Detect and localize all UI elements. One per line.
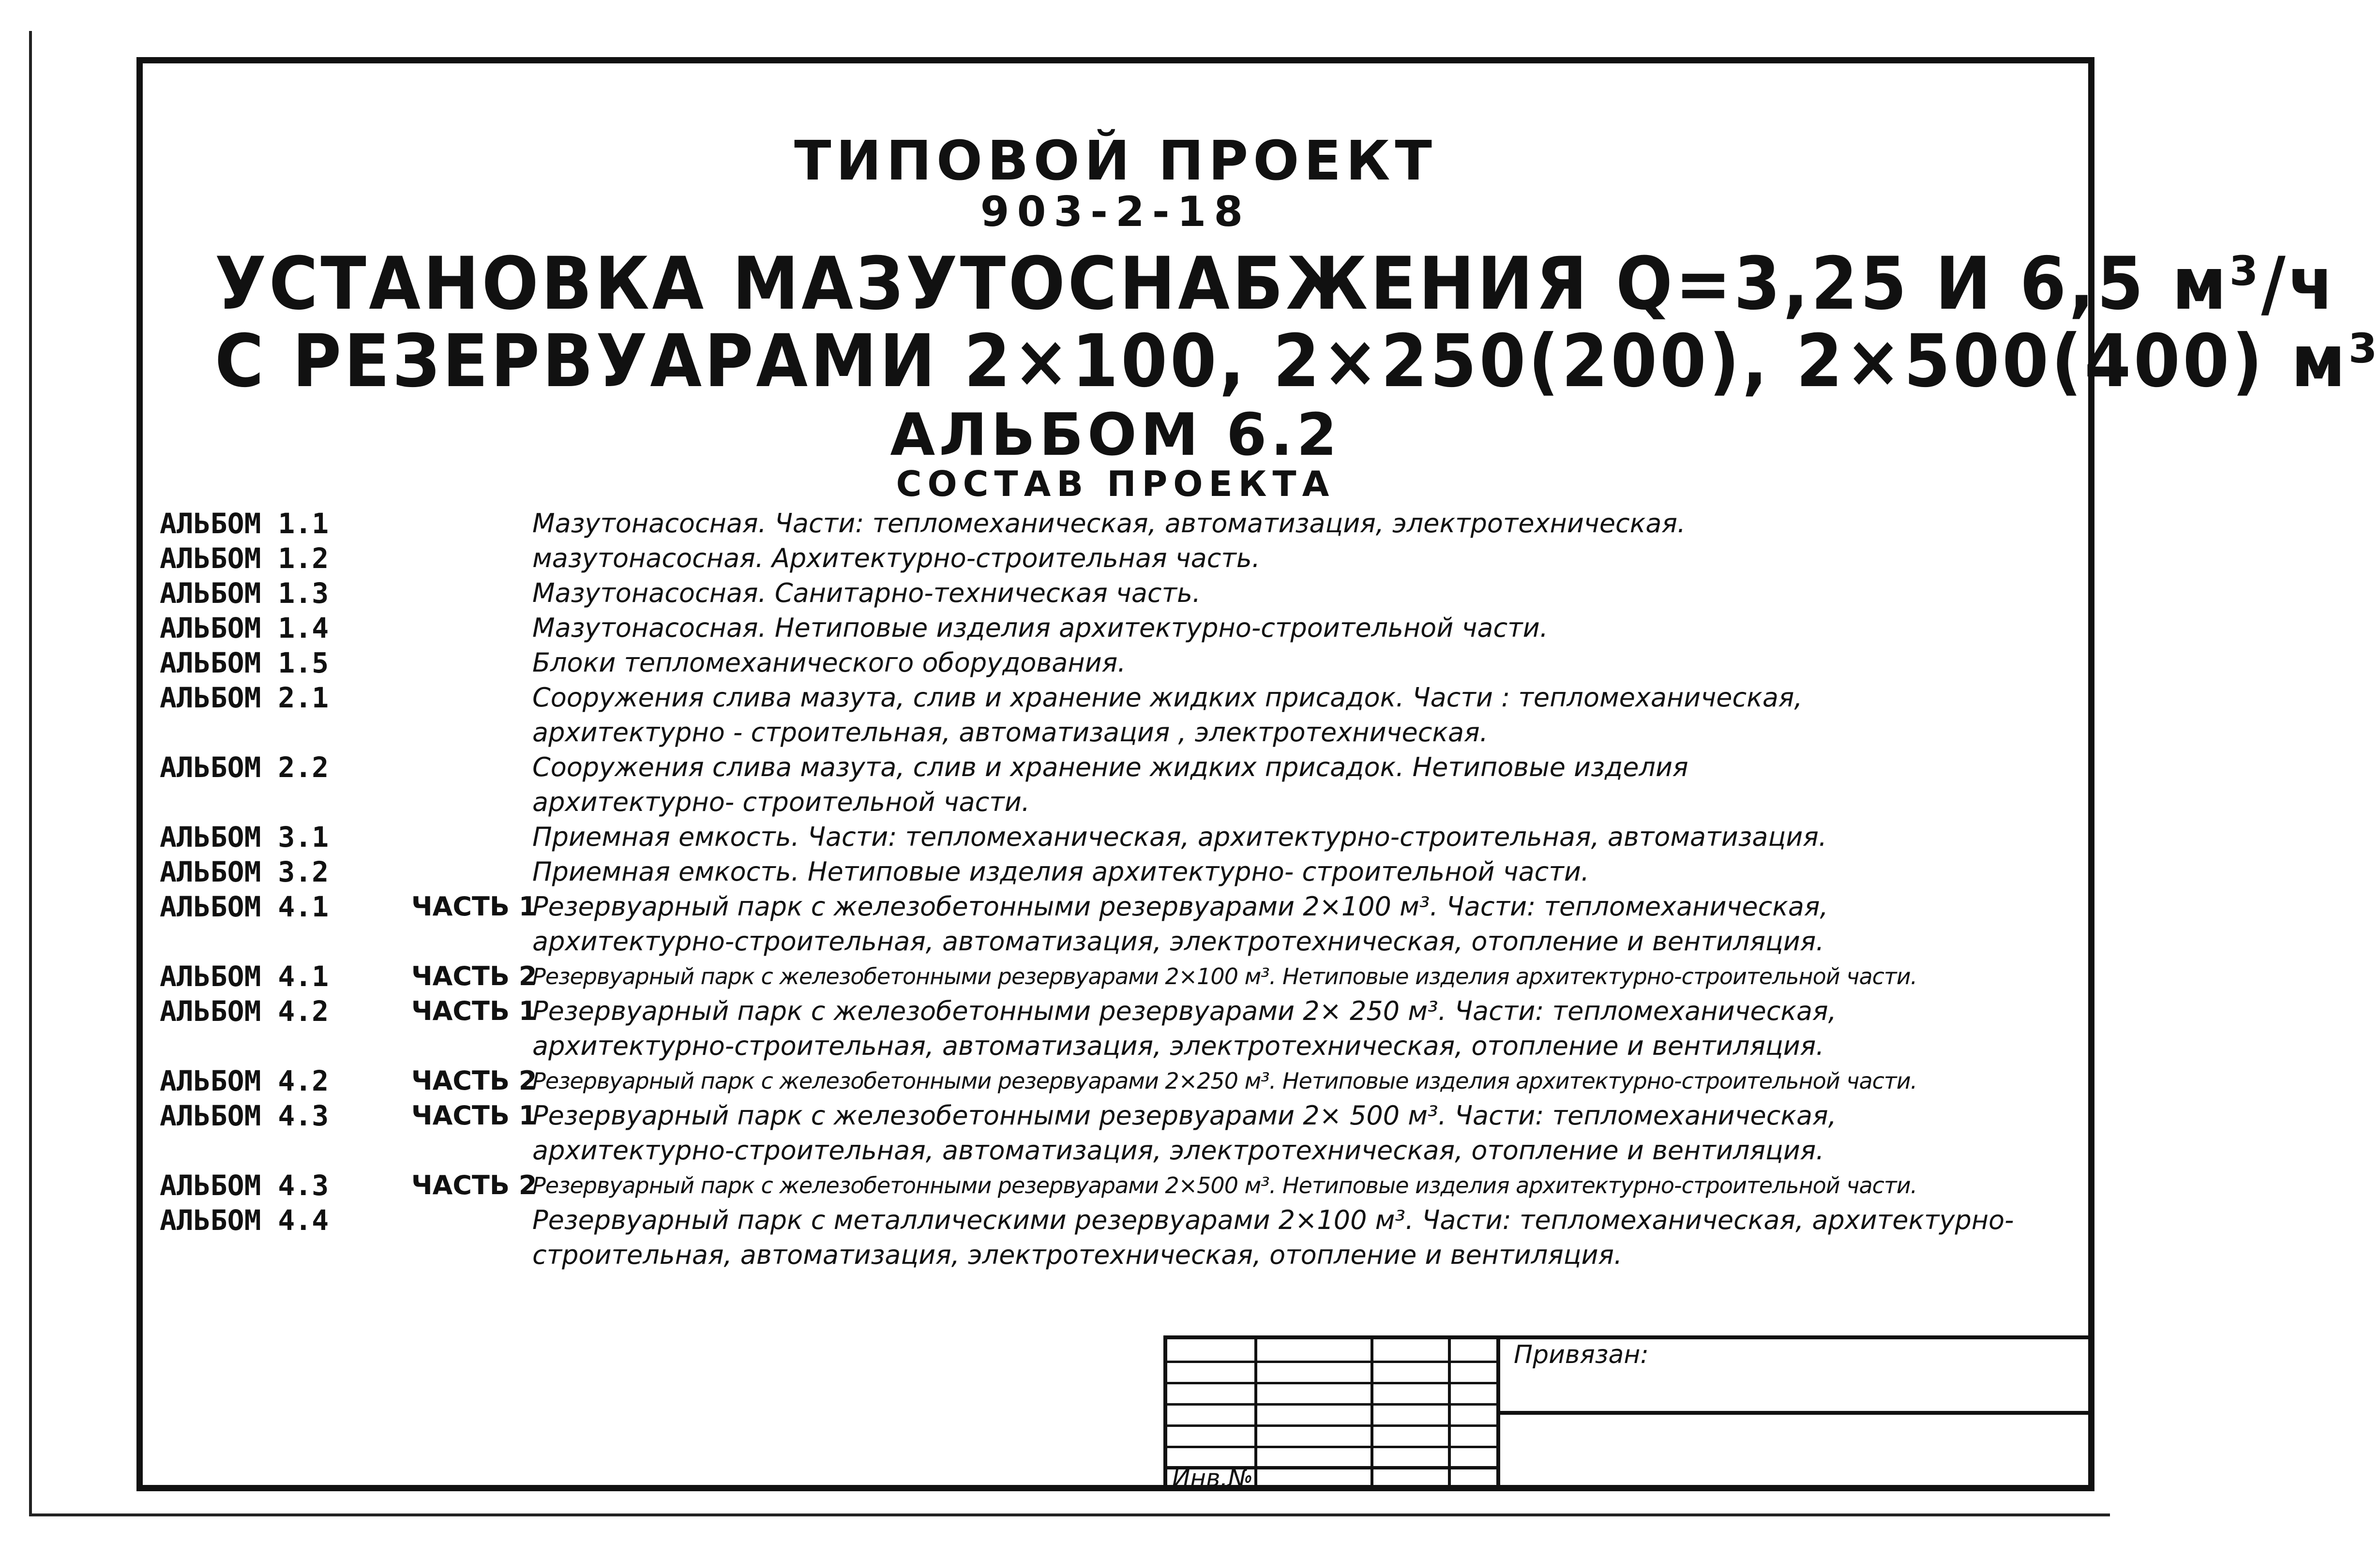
inventory-number-label: Инв.№ xyxy=(1172,1464,1253,1492)
album-description xyxy=(532,680,2091,750)
album-description xyxy=(532,994,2091,1064)
album-number: АЛЬБОМ 2.1 xyxy=(160,681,329,714)
album-number: АЛЬБОМ 4.1 xyxy=(160,890,329,923)
title-block-hline xyxy=(1496,1411,2094,1415)
album-description xyxy=(532,645,2091,680)
description-line: Резервуарный парк с железобетонными резервуарами 2× 500 м³. Части: тепломеханическая, xyxy=(532,1100,1837,1131)
description-line: архитектурно- строительной части. xyxy=(532,787,1030,817)
list-item xyxy=(160,611,2091,645)
list-item xyxy=(160,541,2091,576)
album-description xyxy=(532,1203,2091,1273)
description-line: Резервуарный парк с металлическими резервуарами 2×100 м³. Части: тепломеханическая, архитектурно- xyxy=(532,1205,2014,1235)
title-block-hline xyxy=(1167,1446,1496,1448)
description-line: строительная, автоматизация, электротехническая, отопление и вентиляция. xyxy=(532,1240,1623,1270)
part-number: ЧАСТЬ 1 xyxy=(411,891,537,922)
album-number: АЛЬБОМ 4.3 xyxy=(160,1169,329,1202)
list-item xyxy=(160,750,2091,820)
album-description xyxy=(532,611,2091,645)
album-description xyxy=(532,820,2091,854)
title-block-hline xyxy=(1167,1361,1496,1363)
list-item xyxy=(160,506,2091,541)
album-description xyxy=(532,541,2091,576)
project-code: 903-2-18 xyxy=(980,188,1251,236)
list-item xyxy=(160,994,2091,1064)
list-item xyxy=(160,820,2091,854)
description-line: Сооружения слива мазута, слив и хранение жидких присадок. Нетиповые изделия xyxy=(532,752,1688,782)
list-item xyxy=(160,889,2091,959)
album-number: АЛЬБОМ 3.2 xyxy=(160,855,329,888)
album-number: АЛЬБОМ 4.2 xyxy=(160,995,329,1028)
album-description xyxy=(532,1064,2091,1098)
part-number: ЧАСТЬ 2 xyxy=(411,961,537,991)
list-item xyxy=(160,576,2091,611)
list-item xyxy=(160,1203,2091,1273)
album-number: АЛЬБОМ 1.1 xyxy=(160,507,329,540)
album-description xyxy=(532,576,2091,611)
list-item xyxy=(160,1098,2091,1168)
list-item xyxy=(160,854,2091,889)
album-description xyxy=(532,854,2091,889)
album-description xyxy=(532,750,2091,820)
album-number: АЛЬБОМ 1.2 xyxy=(160,542,329,575)
album-description xyxy=(532,889,2091,959)
title-block-hline xyxy=(1167,1382,1496,1384)
description-line: Резервуарный парк с железобетонными резервуарами 2×250 м³. Нетиповые изделия архитектурно-строительной части. xyxy=(532,1068,1917,1094)
doc-type-heading: ТИПОВОЙ ПРОЕКТ xyxy=(794,130,1437,193)
album-description xyxy=(532,1168,2091,1203)
part-number: ЧАСТЬ 2 xyxy=(411,1065,537,1096)
section-heading: СОСТАВ ПРОЕКТА xyxy=(896,464,1335,504)
album-number: АЛЬБОМ 1.5 xyxy=(160,646,329,679)
description-line: архитектурно-строительная, автоматизация, электротехническая, отопление и вентиляция. xyxy=(532,926,1824,957)
description-line: Приемная емкость. Части: тепломеханическая, архитектурно-строительная, автоматизация. xyxy=(532,822,1827,852)
description-line: Приемная емкость. Нетиповые изделия архитектурно- строительной части. xyxy=(532,856,1590,887)
album-number: АЛЬБОМ 1.3 xyxy=(160,577,329,610)
list-item xyxy=(160,1064,2091,1098)
description-line: Мазутонасосная. Части: тепломеханическая, автоматизация, электротехническая. xyxy=(532,508,1686,539)
description-line: архитектурно-строительная, автоматизация, электротехническая, отопление и вентиляция. xyxy=(532,1031,1824,1061)
description-line: архитектурно - строительная, автоматизация , электротехническая. xyxy=(532,717,1488,748)
part-number: ЧАСТЬ 1 xyxy=(411,996,537,1026)
album-number: АЛЬБОМ 2.2 xyxy=(160,751,329,784)
list-item xyxy=(160,680,2091,750)
project-title-line-1: УСТАНОВКА МАЗУТОСНАБЖЕНИЯ Q=3,25 И 6,5 м³/ч xyxy=(214,242,2337,326)
album-number: АЛЬБОМ 1.4 xyxy=(160,612,329,644)
title-block-hline xyxy=(1167,1403,1496,1406)
description-line: Резервуарный парк с железобетонными резервуарами 2×100 м³. Части: тепломеханическая, xyxy=(532,891,1828,922)
album-description xyxy=(532,506,2091,541)
album-number: АЛЬБОМ 4.3 xyxy=(160,1099,329,1132)
description-line: Резервуарный парк с железобетонными резервуарами 2×500 м³. Нетиповые изделия архитектурно-строительной части. xyxy=(532,1172,1917,1198)
album-number: АЛЬБОМ 4.2 xyxy=(160,1064,329,1097)
list-item xyxy=(160,959,2091,994)
description-line: Мазутонасосная. Нетиповые изделия архитектурно-строительной части. xyxy=(532,613,1548,643)
privyazan-label: Привязан: xyxy=(1514,1340,1649,1369)
description-line: Резервуарный парк с железобетонными резервуарами 2× 250 м³. Части: тепломеханическая, xyxy=(532,996,1837,1026)
description-line: Блоки тепломеханического оборудования. xyxy=(532,647,1126,678)
album-number: АЛЬБОМ 3.1 xyxy=(160,821,329,854)
album-number: АЛЬБОМ 4.4 xyxy=(160,1204,329,1237)
list-item xyxy=(160,1168,2091,1203)
composition-list xyxy=(160,506,2091,1273)
description-line: Резервуарный парк с железобетонными резервуарами 2×100 м³. Нетиповые изделия архитектурно-строительной части. xyxy=(532,963,1917,989)
description-line: мазутонасосная. Архитектурно-строительная часть. xyxy=(532,543,1260,573)
description-line: Сооружения слива мазута, слив и хранение жидких присадок. Части : тепломеханическая, xyxy=(532,682,1803,713)
part-number: ЧАСТЬ 2 xyxy=(411,1170,537,1200)
album-number-heading: АЛЬБОМ 6.2 xyxy=(890,402,1341,469)
list-item xyxy=(160,645,2091,680)
album-number: АЛЬБОМ 4.1 xyxy=(160,960,329,993)
project-title-line-2: С РЕЗЕРВУАРАМИ 2×100, 2×250(200), 2×500(400) м³ xyxy=(214,319,2380,404)
description-line: архитектурно-строительная, автоматизация, электротехническая, отопление и вентиляция. xyxy=(532,1135,1824,1166)
description-line: Мазутонасосная. Санитарно-техническая часть. xyxy=(532,578,1201,608)
title-block xyxy=(1163,1335,2094,1491)
album-description xyxy=(532,1098,2091,1168)
title-block-hline xyxy=(1167,1424,1496,1427)
part-number: ЧАСТЬ 1 xyxy=(411,1100,537,1131)
title-block-vline xyxy=(1496,1339,1500,1491)
album-description xyxy=(532,959,2091,994)
